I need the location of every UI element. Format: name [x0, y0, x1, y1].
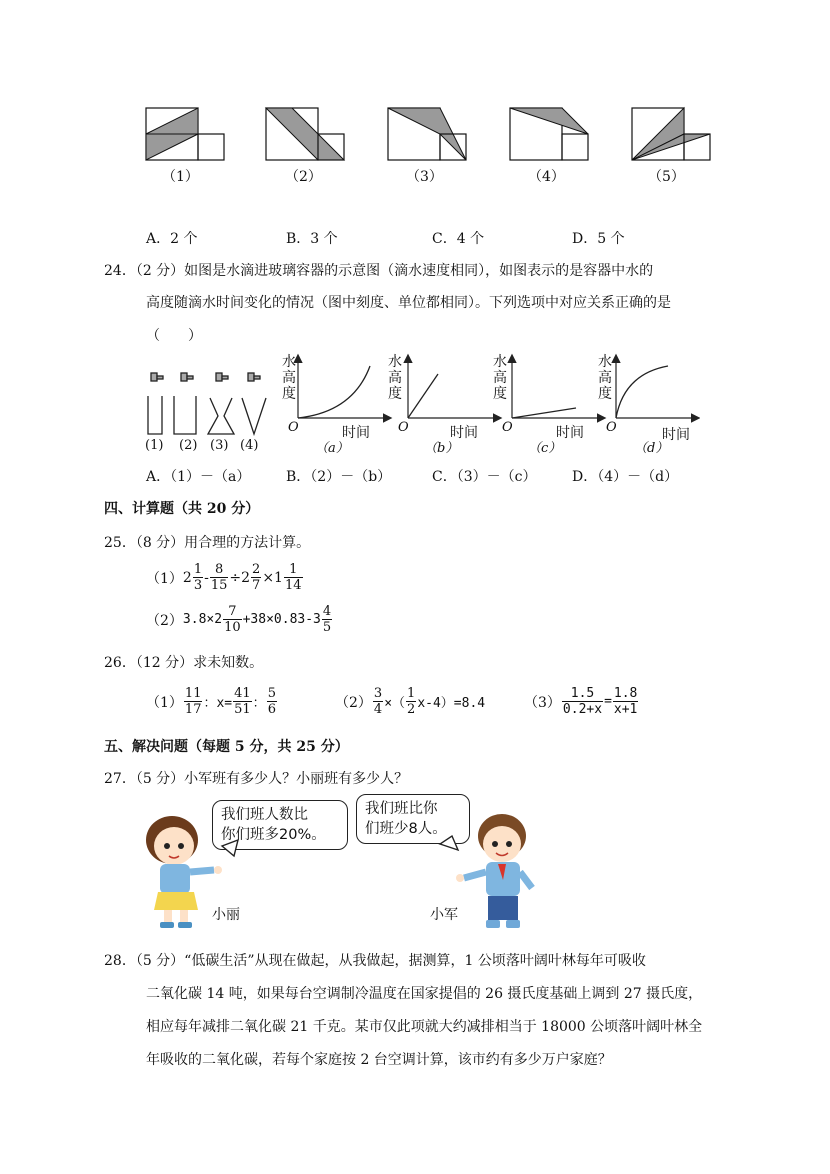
q28-line1: 28．（5 分）“低碳生活”从现在做起，从我做起，据测算，1 公顷落叶阔叶林每年可吸收 [104, 953, 646, 969]
q25-part-1: （1） 2 $\frac{1}{3}$ - $\frac{8}{15}$ ÷2 $\frac{2}{7}$ ×1 $\frac{1}{14}$ [146, 562, 302, 593]
shaded-rectangles-figure [140, 100, 720, 170]
section-5-title: 五、解决问题（每题 5 分，共 25 分） [104, 739, 349, 755]
graph-a-xlabel: 时间 [342, 425, 370, 441]
graph-a-label: （a） [315, 441, 349, 456]
bubble-tail-right-icon [440, 836, 458, 850]
faucet-icon [181, 373, 193, 381]
q27-illustration [140, 800, 560, 940]
graph-d-xlabel: 时间 [662, 427, 690, 443]
q23-option-c: C．4 个 [432, 231, 485, 247]
figure-label-1: （1） [162, 169, 199, 185]
figure-2 [266, 108, 344, 160]
name-xiaojun: 小军 [430, 907, 458, 923]
q23-option-a: A．2 个 [146, 231, 198, 247]
boy-xiaojun-icon [456, 814, 532, 928]
graph-b [408, 356, 500, 418]
graph-a-origin: O [288, 420, 299, 435]
containers-figure [140, 370, 270, 436]
container-label-2: (2) [179, 438, 198, 453]
faucet-icon [216, 373, 228, 381]
figure-label-4: （4） [528, 169, 565, 185]
graph-b-xlabel: 时间 [450, 425, 478, 441]
speech-bubble-right: 我们班比你 们班少8人。 [356, 794, 470, 844]
name-xiaoli: 小丽 [212, 907, 240, 923]
graph-d-ylabel: 水 高 度 [598, 354, 612, 402]
bubble-tail-left-icon [222, 840, 238, 856]
graph-a [298, 356, 390, 418]
q24-stem-line2: 高度随滴水时间变化的情况（图中刻度、单位都相同）。下列选项中对应关系正确的是 [146, 295, 671, 311]
container-label-4: (4) [240, 438, 259, 453]
graph-b-label: （b） [424, 441, 459, 456]
q28-line2: 二氧化碳 14 吨，如果每台空调制冷温度在国家提倡的 26 摄氏度基础上调到 27 摄氏度， [146, 986, 703, 1002]
graph-c-label: （c） [528, 441, 562, 456]
container-label-3: (3) [210, 438, 229, 453]
speech-bubble-left: 我们班人数比 你们班多20%。 [212, 800, 348, 850]
q25-part-2: （2） 3.8×2 $\frac{7}{10}$ +38×0.83-3 $\frac{4}{5}$ [146, 604, 332, 635]
graph-b-origin: O [398, 420, 409, 435]
graph-b-ylabel: 水 高 度 [388, 354, 402, 402]
figure-1 [146, 108, 224, 160]
faucet-icon [151, 373, 163, 381]
q24-stem-line1: 24．（2 分）如图是水滴进玻璃容器的示意图（滴水速度相同），如图表示的是容器中水的 [104, 263, 654, 279]
figure-4 [510, 108, 588, 160]
q26-part-3: （3） $\frac{1.5}{0.2+x}$ = $\frac{1.8}{x+1}$ [524, 686, 638, 717]
section-4-title: 四、计算题（共 20 分） [104, 501, 260, 517]
q24-option-a: A．（1）－（a） [146, 469, 251, 485]
q24-option-d: D．（4）－（d） [572, 469, 679, 485]
figure-label-5: （5） [648, 169, 685, 185]
figure-3 [388, 108, 466, 160]
q23-option-b: B．3 个 [286, 231, 338, 247]
figure-label-2: （2） [285, 169, 322, 185]
figure-label-3: （3） [406, 169, 443, 185]
q24-option-c: C．（3）－（c） [432, 469, 537, 485]
q28-line3: 相应每年减排二氧化碳 21 千克。某市仅此项就大约减排相当于 18000 公顷落叶阔叶林全 [146, 1019, 703, 1035]
graph-c [512, 356, 604, 418]
q26-stem: 26．（12 分）求未知数。 [104, 655, 264, 671]
q26-part-1: （1） $\frac{11}{17}$ ：x= $\frac{41}{51}$ ： $\frac{5}{6}$ [146, 686, 276, 717]
graph-d-origin: O [606, 420, 617, 435]
graph-c-ylabel: 水 高 度 [493, 354, 507, 402]
q24-option-b: B．（2）－（b） [286, 469, 392, 485]
q23-option-d: D．5 个 [572, 231, 625, 247]
figure-5 [632, 108, 710, 160]
q25-stem: 25．（8 分）用合理的方法计算。 [104, 535, 311, 551]
faucet-icon [248, 373, 260, 381]
q26-part-2: （2） $\frac{3}{4}$ ×（ $\frac{1}{2}$ x-4）=8.4 [335, 686, 486, 717]
q27-stem: 27．（5 分）小军班有多少人？小丽班有多少人？ [104, 771, 409, 787]
girl-xiaoli-icon [146, 816, 222, 928]
container-label-1: (1) [145, 438, 164, 453]
graph-d [616, 356, 698, 418]
q24-stem-line3: （ ） [146, 328, 202, 344]
q28-line4: 年吸收的二氧化碳，若每个家庭按 2 台空调计算，该市约有多少万户家庭？ [146, 1052, 612, 1068]
graph-c-origin: O [502, 420, 513, 435]
graph-a-ylabel: 水 高 度 [282, 354, 296, 402]
graph-d-label: （d） [634, 441, 669, 456]
graph-c-xlabel: 时间 [556, 425, 584, 441]
